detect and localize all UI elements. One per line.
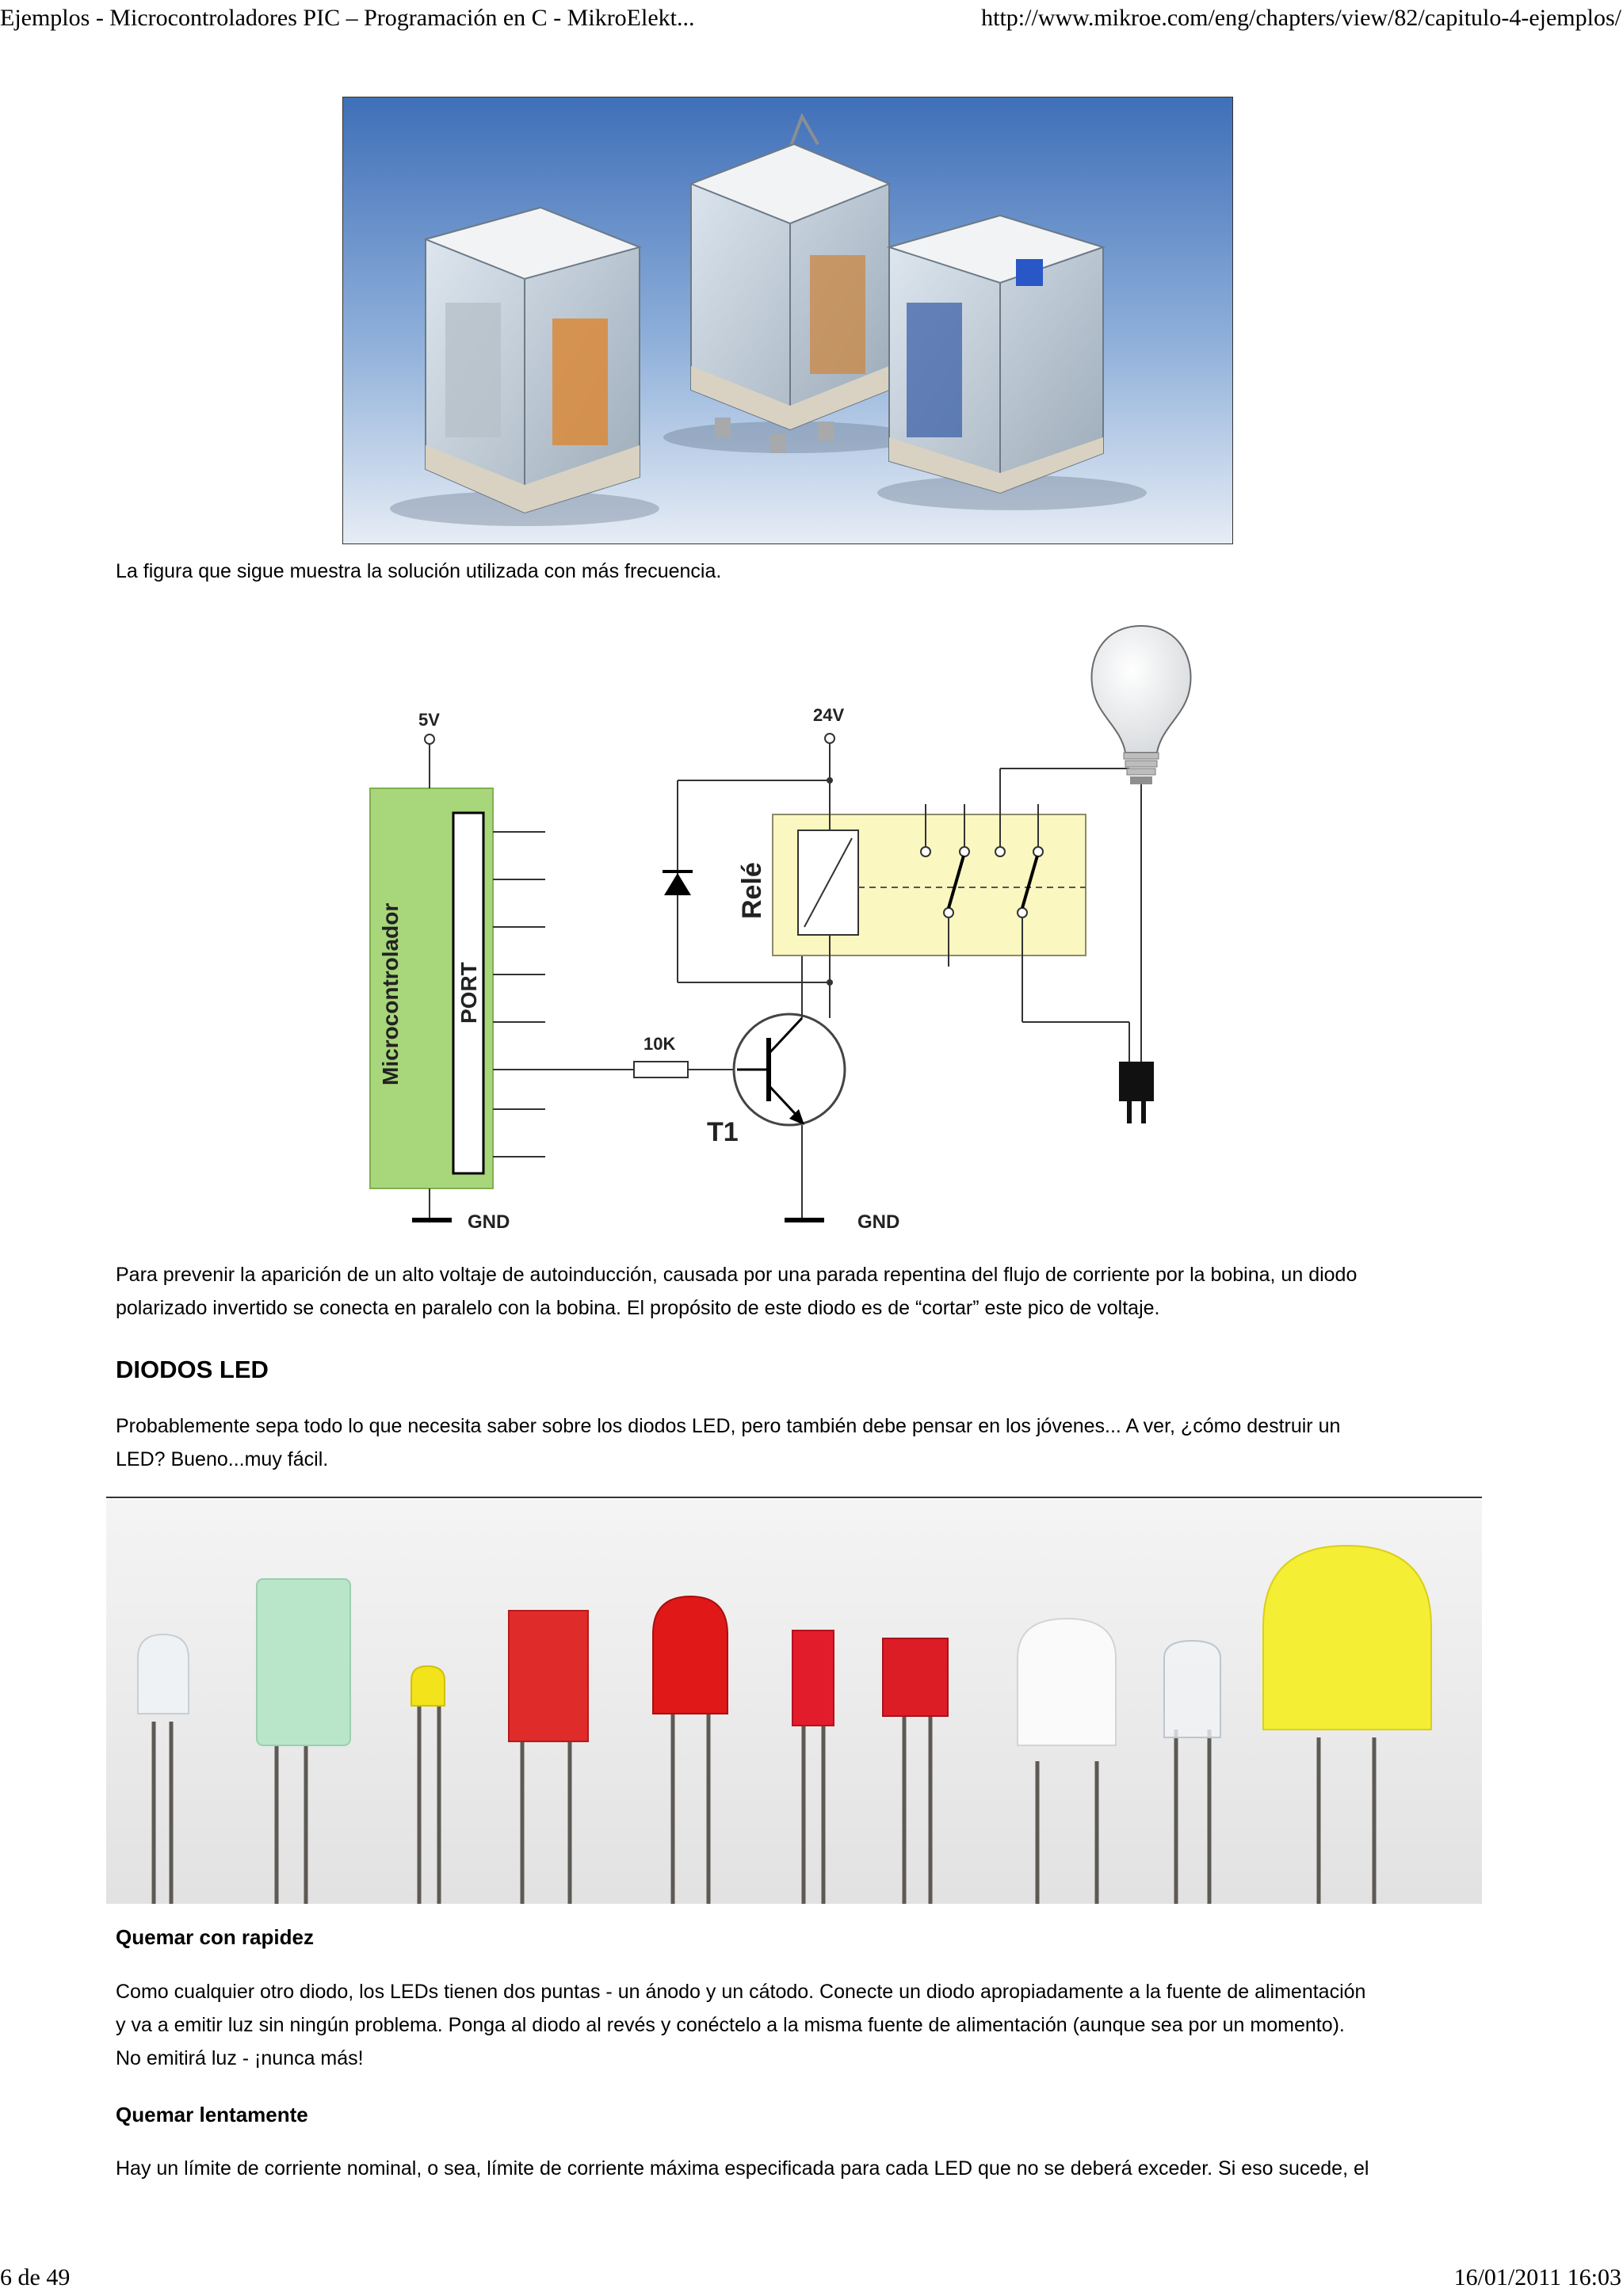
light-bulb	[1092, 626, 1191, 784]
leds-photo	[106, 1500, 1482, 1904]
leds-intro-line2: LED? Bueno...muy fácil.	[116, 1448, 329, 1470]
leds-intro-line1: Probablemente sepa todo lo que necesita saber sobre los diodos LED, pero también debe pensar en los jóvenes... A ver, ¿cómo destruir un	[116, 1415, 1341, 1437]
resistor-label: 10K	[643, 1034, 676, 1054]
page-number: 6 de 49	[0, 2264, 71, 2290]
relay-schematic	[349, 618, 1244, 1244]
page-header-url[interactable]: http://www.mikroe.com/eng/chapters/view/82/capitulo-4-ejemplos/	[981, 5, 1621, 31]
diode	[664, 873, 691, 895]
heading-diodos-led: DIODOS LED	[116, 1356, 269, 1383]
burn-fast-line1: Como cualquier otro diodo, los LEDs tienen dos puntas - un ánodo y un cátodo. Conecte un diodo apropiadamente a la fuente de alimentación	[116, 1981, 1366, 2003]
resistor-10k	[634, 1062, 688, 1077]
relays-photo	[342, 97, 1233, 544]
burn-fast-line3: No emitirá luz - ¡nunca más!	[116, 2047, 364, 2069]
micro-label: Microcontrolador	[378, 902, 403, 1085]
diode-paragraph	[116, 1258, 1463, 1325]
heading-burn-fast: Quemar con rapidez	[116, 1925, 314, 1949]
diode-paragraph-line2: polarizado invertido se conecta en paralelo con la bobina. El propósito de este diodo es de “cortar” este pico de voltaje.	[116, 1297, 1160, 1319]
power-plug	[1119, 1062, 1154, 1123]
intro-paragraph: La figura que sigue muestra la solución utilizada con más frecuencia.	[116, 560, 722, 582]
divider	[106, 1497, 1482, 1498]
page-header-title: Ejemplos - Microcontroladores PIC – Programación en C - MikroElekt...	[0, 5, 695, 31]
transistor-label: T1	[707, 1117, 739, 1147]
heading-burn-slow: Quemar lentamente	[116, 2103, 308, 2126]
relay-label: Relé	[737, 862, 767, 919]
burn-fast-line2: y va a emitir luz sin ningún problema. Ponga al diodo al revés y conéctelo a la misma fuente de alimentación (aunque sea por un momento).	[116, 2014, 1345, 2036]
diode-paragraph-line1: Para prevenir la aparición de un alto voltaje de autoinducción, causada por una parada repentina del flujo de corriente por la bobina, un diodo	[116, 1264, 1358, 1286]
port-label: PORT	[456, 962, 481, 1024]
burn-slow-paragraph: Hay un límite de corriente nominal, o sea, límite de corriente máxima especificada para cada LED que no se deberá exceder. Si eso sucede, el	[116, 2157, 1369, 2180]
burn-fast-paragraph	[116, 1975, 1463, 2075]
v24-label: 24V	[813, 705, 845, 725]
v5-label: 5V	[418, 710, 440, 730]
print-datetime: 16/01/2011 16:03	[1453, 2264, 1621, 2290]
leds-intro-paragraph	[116, 1409, 1463, 1476]
gnd-left-label: GND	[468, 1211, 510, 1233]
gnd-right-label: GND	[857, 1211, 900, 1233]
